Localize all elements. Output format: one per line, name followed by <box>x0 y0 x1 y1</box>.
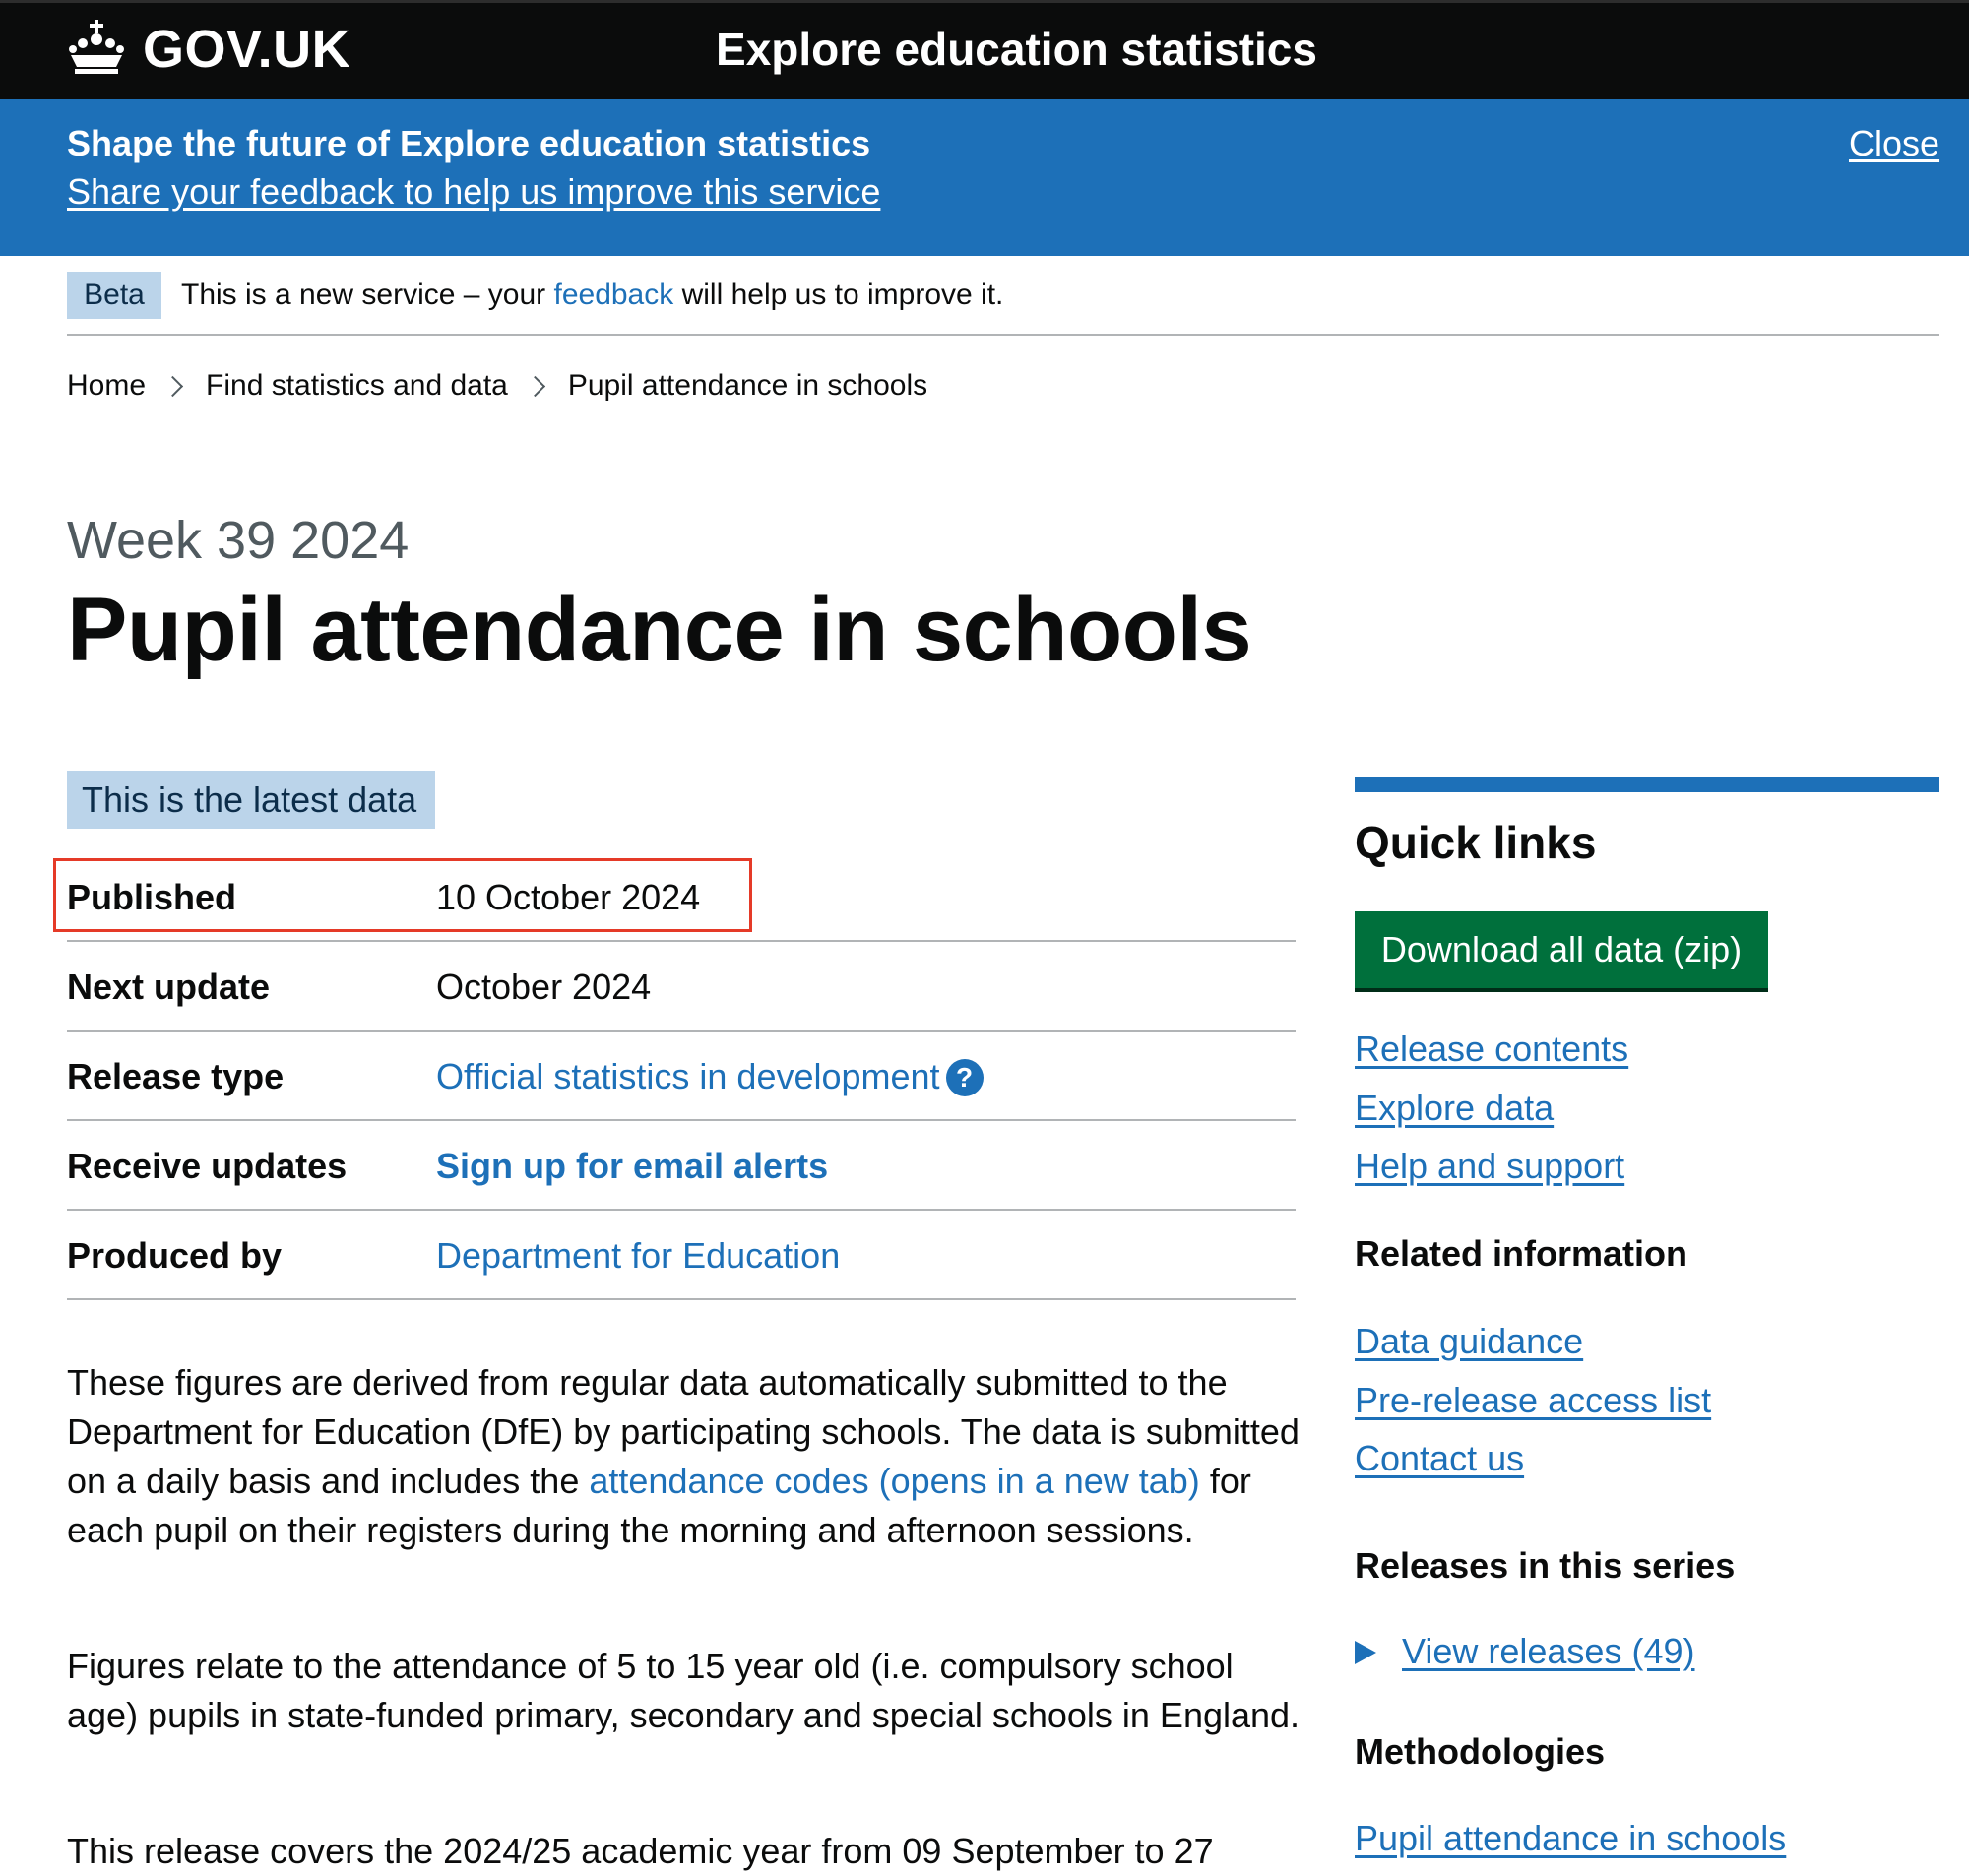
related-information-heading: Related information <box>1355 1233 1688 1274</box>
breadcrumb-current: Pupil attendance in schools <box>567 369 928 402</box>
paragraph-text: for each pupil on their registers during the morning and afternoon sessions. <box>67 1461 1251 1550</box>
chevron-right-icon <box>525 375 545 396</box>
summary-row-receive-updates <box>67 1121 1296 1211</box>
paragraph-text: These figures are derived from regular data automatically submitted to the Department for Education (DfE) by participating schools. The data is submitted on a daily basis and includes the <box>67 1362 1300 1501</box>
summary-key: Produced by <box>67 1235 283 1276</box>
data-guidance-link[interactable]: Data guidance <box>1355 1321 1584 1361</box>
methodologies-heading: Methodologies <box>1355 1731 1605 1772</box>
quick-links-heading: Quick links <box>1355 817 1597 868</box>
summary-key: Next update <box>67 967 271 1007</box>
beta-text-before: This is a new service – your <box>181 279 546 311</box>
summary-value <box>436 1055 984 1098</box>
contact-us-link[interactable]: Contact us <box>1355 1438 1525 1478</box>
breadcrumb-find-statistics[interactable]: Find statistics and data <box>206 369 508 402</box>
pre-release-access-link[interactable]: Pre-release access list <box>1355 1380 1712 1420</box>
service-name[interactable]: Explore education statistics <box>716 24 1317 75</box>
intro-paragraph-3: This release covers the 2024/25 academic year from 09 September to 27 <box>67 1831 1214 1871</box>
summary-value: October 2024 <box>436 967 652 1007</box>
banner-feedback-link[interactable]: Share your feedback to help us improve this service <box>67 171 881 212</box>
summary-value <box>436 1145 828 1188</box>
triangle-right-icon[interactable] <box>1355 1641 1376 1664</box>
download-all-data-button[interactable]: Download all data (zip) <box>1355 911 1768 988</box>
summary-value <box>436 1234 840 1278</box>
attendance-codes-link[interactable]: attendance codes (opens in a new tab) <box>589 1461 1200 1501</box>
department-link[interactable]: Department for Education <box>436 1235 841 1276</box>
page-caption: Week 39 2024 <box>67 511 410 570</box>
beta-message <box>181 272 1003 319</box>
releases-series-heading: Releases in this series <box>1355 1545 1736 1586</box>
summary-row-release-type <box>67 1032 1296 1121</box>
intro-paragraph-2: Figures relate to the attendance of 5 to 15 year old (i.e. compulsory school age) pupils in state-funded primary, secondary and special schools in England. <box>67 1646 1301 1735</box>
summary-row-next-update <box>67 942 1296 1032</box>
help-question-icon[interactable]: ? <box>946 1059 984 1096</box>
beta-text-after: will help us to improve it. <box>681 279 1004 311</box>
intro-paragraph-1 <box>67 1358 1307 1555</box>
page-title: Pupil attendance in schools <box>67 580 1252 680</box>
beta-divider <box>67 334 1939 336</box>
summary-row-produced-by <box>67 1211 1296 1300</box>
methodology-link[interactable]: Pupil attendance in schools <box>1355 1818 1787 1858</box>
banner-close-link[interactable]: Close <box>1849 123 1940 163</box>
sidebar-accent-bar <box>1355 777 1939 792</box>
published-highlight-box <box>53 858 752 932</box>
crown-icon <box>65 18 128 77</box>
explore-data-link[interactable]: Explore data <box>1355 1088 1555 1128</box>
summary-key: Published <box>67 877 237 917</box>
breadcrumb <box>67 364 927 407</box>
banner-title: Shape the future of Explore education statistics <box>67 123 871 163</box>
release-contents-link[interactable]: Release contents <box>1355 1029 1629 1069</box>
help-support-link[interactable]: Help and support <box>1355 1146 1625 1186</box>
release-type-link[interactable]: Official statistics in development <box>436 1056 940 1096</box>
email-alerts-link[interactable]: Sign up for email alerts <box>436 1146 829 1186</box>
govuk-logo-link[interactable]: GOV.UK <box>143 20 351 79</box>
view-releases-link[interactable]: View releases (49) <box>1402 1631 1695 1671</box>
beta-feedback-link[interactable]: feedback <box>553 279 674 311</box>
breadcrumb-home[interactable]: Home <box>67 369 147 402</box>
summary-key: Release type <box>67 1056 285 1096</box>
summary-key: Receive updates <box>67 1146 348 1186</box>
beta-tag: Beta <box>67 272 161 319</box>
summary-value: 10 October 2024 <box>436 877 701 917</box>
chevron-right-icon <box>162 375 183 396</box>
latest-data-tag: This is the latest data <box>67 771 435 829</box>
